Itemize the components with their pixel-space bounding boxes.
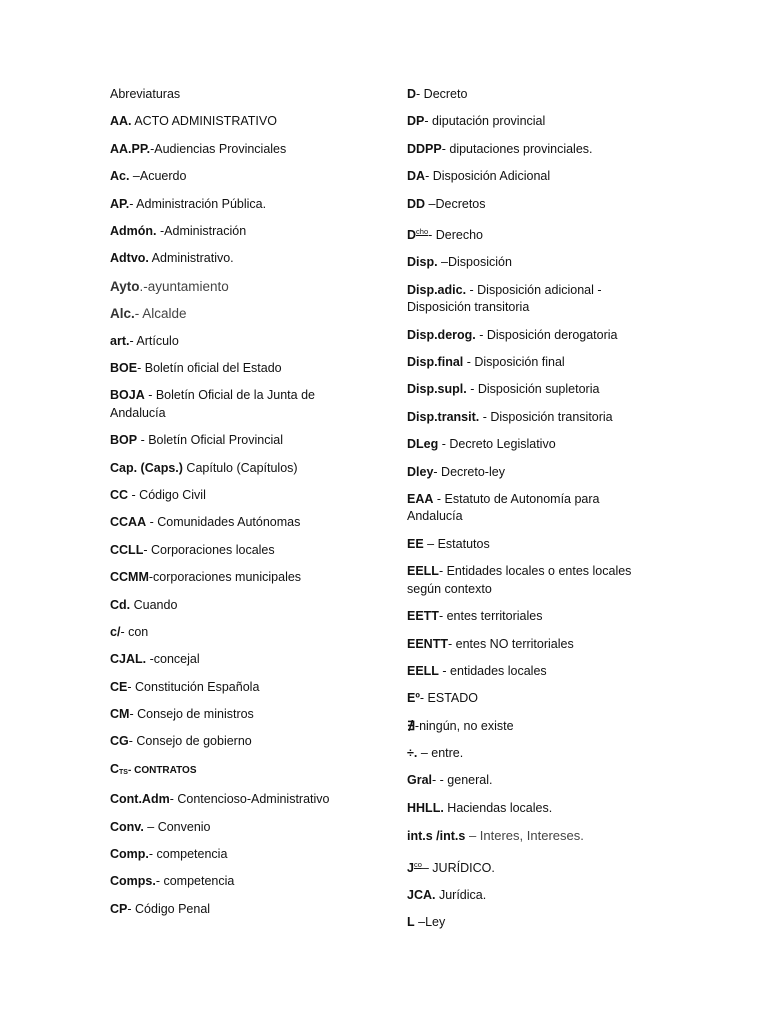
- abbreviation-superscript: co: [413, 859, 422, 869]
- abbreviation-term: D: [407, 87, 417, 101]
- abbreviation-term: CCMM: [110, 570, 149, 585]
- abbreviation-term: EELL: [407, 564, 439, 579]
- abbreviation-meaning: - Disposición supletoria: [466, 382, 600, 397]
- abbreviation-meaning: - Disposición Adicional: [425, 169, 551, 184]
- abbreviation-term: DLeg: [407, 437, 439, 452]
- abbreviation-meaning: - Boletín Oficial Provincial: [137, 433, 283, 448]
- abbreviation-entry: [110, 360, 360, 378]
- abbreviation-entry: [407, 86, 657, 104]
- abbreviation-meaning: - Contencioso-Administrativo: [169, 792, 330, 807]
- abbreviation-meaning: –Ley: [414, 915, 446, 930]
- abbreviation-meaning: Abreviaturas: [110, 87, 181, 101]
- abbreviation-term: ÷.: [407, 746, 418, 761]
- abbreviation-term: Gral: [407, 773, 433, 788]
- abbreviation-meaning: - Boletín Oficial de la Junta de Andalucía: [110, 388, 315, 420]
- abbreviation-entry: [407, 663, 657, 681]
- abbreviation-entry: [110, 168, 360, 186]
- abbreviation-meaning: Cuando: [130, 597, 178, 612]
- abbreviation-term: HHLL.: [407, 800, 444, 815]
- abbreviation-entry: [110, 624, 360, 642]
- abbreviation-meaning: – JURÍDICO.: [421, 860, 495, 875]
- abbreviation-term: Ayto: [110, 278, 140, 294]
- abbreviation-entry: [407, 409, 657, 427]
- abbreviation-term: J: [407, 860, 414, 875]
- abbreviation-term: D: [407, 227, 417, 242]
- abbreviation-meaning: – entre.: [417, 746, 464, 761]
- abbreviation-meaning: - competencia: [148, 847, 228, 862]
- abbreviation-meaning: -Administración: [156, 223, 247, 238]
- abbreviation-entry: [407, 536, 657, 554]
- abbreviation-meaning: - competencia: [155, 874, 235, 889]
- abbreviation-entry: [407, 168, 657, 186]
- abbreviation-entry: [110, 597, 360, 615]
- abbreviation-term: C: [110, 761, 120, 776]
- abbreviation-entry: [110, 873, 360, 891]
- abbreviation-term: Cap. (Caps.): [110, 460, 183, 475]
- abbreviation-entry: [407, 223, 657, 245]
- abbreviation-term: Cont.Adm: [110, 792, 170, 807]
- abbreviation-meaning: - Derecho: [428, 227, 484, 242]
- abbreviation-term: art.: [110, 333, 130, 348]
- abbreviation-term: CP: [110, 901, 128, 916]
- abbreviation-meaning: ACTO ADMINISTRATIVO: [131, 114, 277, 129]
- abbreviation-term: c/: [110, 624, 121, 639]
- abbreviation-entry: [407, 381, 657, 399]
- abbreviation-entry: [407, 887, 657, 905]
- abbreviation-meaning: - Disposición final: [463, 355, 565, 370]
- abbreviation-term: BOE: [110, 360, 138, 375]
- abbreviation-meaning: - con: [120, 624, 149, 639]
- abbreviation-meaning: - Corporaciones locales: [143, 542, 275, 557]
- abbreviation-meaning: - Estatuto de Autonomía para Andalucía: [407, 491, 600, 524]
- abbreviation-term: Admón.: [110, 223, 157, 238]
- abbreviation-meaning: Administrativo.: [148, 251, 234, 266]
- abbreviation-entry: [110, 901, 360, 919]
- abbreviation-meaning: - diputación provincial: [424, 114, 546, 129]
- abbreviation-meaning: - Artículo: [129, 333, 179, 348]
- abbreviation-entry: [110, 679, 360, 697]
- abbreviation-term: EELL: [407, 663, 439, 678]
- abbreviation-meaning: - Disposición derogatoria: [475, 327, 618, 342]
- right-column: [407, 86, 657, 942]
- abbreviation-meaning: - Boletín oficial del Estado: [137, 360, 282, 375]
- abbreviation-term: int.s /int.s: [407, 829, 466, 844]
- abbreviation-entry: [110, 651, 360, 669]
- abbreviation-entry: [110, 487, 360, 505]
- abbreviation-entry: [110, 250, 360, 268]
- abbreviation-meaning: - Consejo de gobierno: [128, 734, 252, 749]
- abbreviation-meaning: - Alcalde: [134, 306, 187, 322]
- abbreviation-term: Cd.: [110, 597, 131, 612]
- left-column: [110, 86, 360, 928]
- abbreviation-term: AA.: [110, 114, 132, 129]
- abbreviation-entry: [110, 305, 360, 323]
- abbreviation-entry: [407, 772, 657, 790]
- abbreviation-meaning: - CONTRATOS: [127, 764, 197, 776]
- abbreviation-term: Disp.supl.: [407, 382, 467, 397]
- abbreviation-meaning: .-ayuntamiento: [139, 278, 229, 294]
- abbreviation-term: Dley: [407, 464, 434, 479]
- abbreviation-meaning: -Audiencias Provinciales: [150, 141, 287, 156]
- abbreviation-meaning: - - general.: [432, 773, 493, 788]
- abbreviation-meaning: – Estatutos: [423, 536, 490, 551]
- abbreviation-meaning: - entes NO territoriales: [447, 636, 574, 651]
- abbreviation-term: L: [407, 915, 415, 930]
- abbreviation-term: Ac.: [110, 169, 130, 184]
- abbreviation-term: CC: [110, 487, 129, 502]
- abbreviation-entry: [407, 327, 657, 345]
- abbreviation-meaning: - Código Civil: [128, 487, 206, 502]
- abbreviation-meaning: - entes territoriales: [438, 609, 543, 624]
- abbreviation-subscript: TS: [119, 768, 128, 776]
- abbreviation-superscript: cho: [416, 226, 429, 236]
- abbreviation-term: Disp.: [407, 255, 438, 270]
- abbreviation-term: CM: [110, 707, 130, 722]
- abbreviation-term: Disp.derog.: [407, 327, 476, 342]
- abbreviation-entry: [110, 432, 360, 450]
- abbreviation-term: DDPP: [407, 141, 442, 156]
- abbreviation-entry: [407, 354, 657, 372]
- abbreviation-term: Comps.: [110, 874, 156, 889]
- abbreviation-meaning: - Decreto-ley: [433, 464, 505, 479]
- abbreviation-meaning: –Decretos: [425, 196, 486, 211]
- abbreviation-entry: [110, 706, 360, 724]
- abbreviation-entry: [110, 333, 360, 351]
- abbreviation-term: Alc.: [110, 306, 135, 322]
- abbreviation-meaning: - entidades locales: [438, 663, 547, 678]
- abbreviation-entry: [407, 856, 657, 878]
- abbreviation-entry: [407, 254, 657, 272]
- abbreviation-meaning: - Decreto Legislativo: [438, 437, 556, 452]
- abbreviation-entry: [407, 464, 657, 482]
- abbreviation-entry: [407, 827, 657, 846]
- abbreviation-meaning: - Administración Pública.: [129, 196, 267, 211]
- abbreviation-entry: [407, 914, 657, 932]
- abbreviation-entry: [110, 514, 360, 532]
- abbreviation-entry: [110, 278, 360, 296]
- abbreviation-term: ∄: [407, 718, 415, 733]
- abbreviation-entry: [407, 745, 657, 763]
- abbreviation-entry: [407, 436, 657, 454]
- abbreviation-term: Disp.adic.: [407, 282, 467, 297]
- abbreviation-term: CG: [110, 734, 129, 749]
- abbreviation-entry: [407, 563, 657, 598]
- abbreviation-meaning: - Constitución Española: [127, 679, 260, 694]
- abbreviation-term: EAA: [407, 491, 434, 506]
- abbreviation-meaning: - Entidades locales o entes locales según contexto: [407, 564, 632, 596]
- abbreviation-entry: [407, 690, 657, 708]
- abbreviation-meaning: - Decreto: [416, 87, 468, 101]
- abbreviation-term: Comp.: [110, 847, 149, 862]
- abbreviation-term: DD: [407, 196, 426, 211]
- abbreviation-entry: [407, 141, 657, 159]
- abbreviation-term: CCLL: [110, 542, 144, 557]
- abbreviation-entry: [110, 460, 360, 478]
- abbreviation-entry: [110, 846, 360, 864]
- abbreviation-entry: [110, 542, 360, 560]
- abbreviation-meaning: - Disposición transitoria: [479, 409, 613, 424]
- abbreviation-term: BOJA: [110, 388, 145, 403]
- abbreviation-meaning: Capítulo (Capítulos): [182, 460, 298, 475]
- abbreviation-entry: [407, 800, 657, 818]
- abbreviation-meaning: - Código Penal: [127, 901, 211, 916]
- abbreviation-term: DA: [407, 169, 426, 184]
- abbreviation-meaning: – Convenio: [143, 819, 211, 834]
- abbreviation-term: AA.PP.: [110, 141, 151, 156]
- abbreviation-entry: [110, 761, 360, 782]
- abbreviation-meaning: -concejal: [146, 652, 200, 667]
- abbreviation-term: CJAL.: [110, 652, 147, 667]
- abbreviation-entry: [407, 636, 657, 654]
- abbreviation-entry: [407, 196, 657, 214]
- abbreviation-term: CE: [110, 679, 128, 694]
- abbreviation-entry: [407, 282, 657, 317]
- abbreviation-meaning: - Consejo de ministros: [129, 707, 254, 722]
- abbreviation-entry: [110, 113, 360, 131]
- abbreviation-meaning: -corporaciones municipales: [148, 570, 302, 585]
- abbreviation-term: CCAA: [110, 515, 147, 530]
- abbreviation-meaning: - Disposición adicional - Disposición transitoria: [407, 282, 602, 315]
- abbreviation-entry: [110, 141, 360, 159]
- abbreviation-term: Eº: [407, 691, 420, 706]
- abbreviation-term: Disp.transit.: [407, 409, 480, 424]
- abbreviation-entry: [110, 196, 360, 214]
- abbreviation-meaning: –Disposición: [437, 255, 512, 270]
- abbreviation-entry: [110, 791, 360, 809]
- abbreviation-meaning: - ESTADO: [419, 691, 479, 706]
- abbreviation-meaning: - diputaciones provinciales.: [441, 141, 593, 156]
- abbreviation-term: Adtvo.: [110, 251, 149, 266]
- abbreviation-entry: [110, 569, 360, 587]
- abbreviation-term: BOP: [110, 433, 138, 448]
- abbreviation-meaning: –Acuerdo: [129, 169, 187, 184]
- abbreviation-entry: [110, 733, 360, 751]
- abbreviation-entry: [407, 113, 657, 131]
- abbreviation-term: Disp.final: [407, 355, 464, 370]
- abbreviation-meaning: Jurídica.: [435, 888, 487, 903]
- abbreviation-term: JCA.: [407, 888, 436, 903]
- abbreviation-term: EETT: [407, 609, 439, 624]
- abbreviation-entry: [110, 819, 360, 837]
- abbreviation-term: Conv.: [110, 819, 144, 834]
- abbreviation-term: EENTT: [407, 636, 448, 651]
- abbreviation-entry: [407, 718, 657, 736]
- abbreviation-entry: [110, 387, 360, 422]
- abbreviation-term: EE: [407, 536, 424, 551]
- document-heading: [110, 86, 360, 104]
- abbreviation-meaning: – Interes, Intereses.: [465, 828, 584, 844]
- abbreviation-meaning: Haciendas locales.: [443, 800, 553, 815]
- abbreviation-entry: [110, 223, 360, 241]
- abbreviation-meaning: -ningún, no existe: [414, 718, 514, 733]
- abbreviation-entry: [407, 608, 657, 626]
- abbreviation-term: DP: [407, 114, 425, 129]
- abbreviation-term: AP.: [110, 196, 130, 211]
- abbreviation-entry: [407, 491, 657, 526]
- abbreviation-meaning: - Comunidades Autónomas: [146, 515, 301, 530]
